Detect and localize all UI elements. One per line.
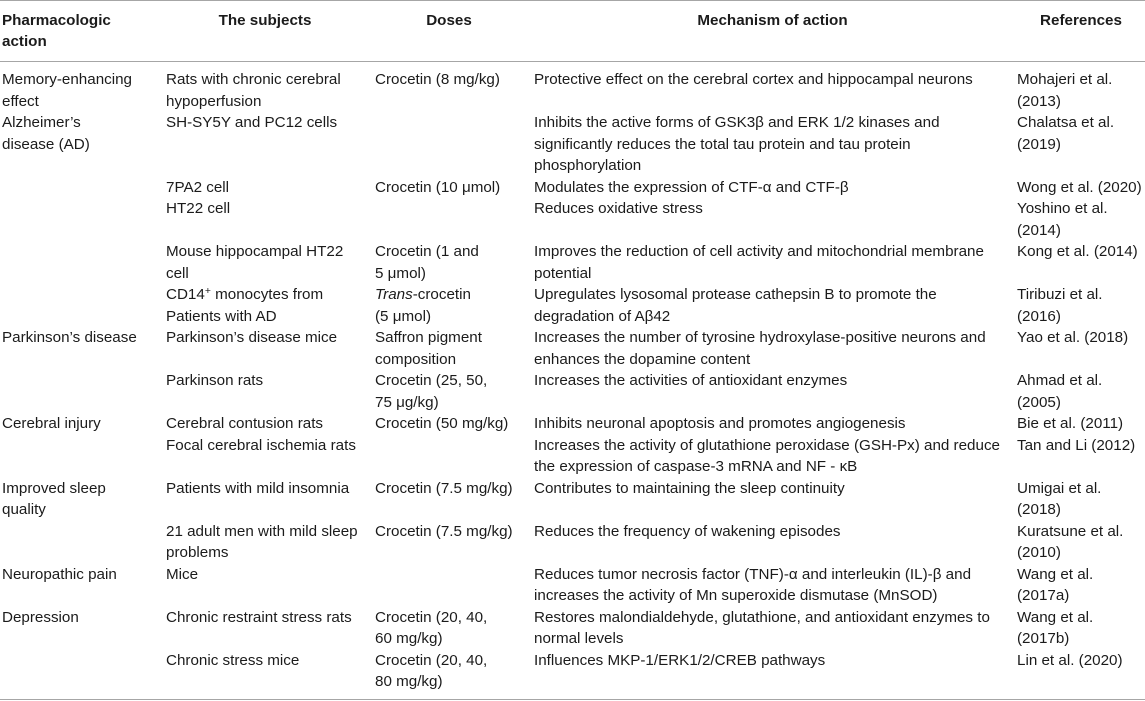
subjects-cell: Cerebral contusion rats <box>166 415 324 432</box>
doses-cell: Crocetin (10 μmol) <box>375 178 501 196</box>
mechanism-cell: Reduces tumor necrosis factor (TNF)-α and interleukin (IL)-β and increases the activity of Mn superoxide dismutase (MnSOD) <box>534 565 972 604</box>
doses-cell: Crocetin (25, 50, 75 μg/kg) <box>375 372 488 411</box>
reference-cell: Tan and Li (2012) <box>1017 436 1136 454</box>
mechanism-cell: Improves the reduction of cell activity and mitochondrial membrane potential <box>534 243 984 282</box>
reference-cell: Yoshino et al. (2014) <box>1017 200 1108 239</box>
mechanism-cell: Modulates the expression of CTF-α and CTF-β <box>534 178 849 196</box>
subjects-cell: Chronic restraint stress rats <box>166 608 352 626</box>
reference-cell: Mohajeri et al. (2013) <box>1017 71 1113 110</box>
text-segment: -crocetin (5 μmol) <box>375 286 471 325</box>
mechanism-cell: Influences MKP-1/ERK1/2/CREB pathways <box>534 651 826 669</box>
table-row <box>0 241 1145 284</box>
table-row <box>0 650 1145 693</box>
header-mechanism: Mechanism of action <box>697 11 848 29</box>
subjects-cell: Mice <box>166 565 199 583</box>
pharmacologic-action-cell <box>0 198 166 241</box>
table-row <box>0 284 1145 327</box>
doses-cell: Crocetin (20, 40, 80 mg/kg) <box>375 651 488 690</box>
subjects-cell: 21 adult men with mild sleep problems <box>166 522 358 561</box>
table-row <box>0 370 1145 413</box>
text-segment: CD14 <box>166 286 205 303</box>
pharmacologic-action-cell: Improved sleep quality <box>2 479 106 518</box>
subjects-cell: Focal cerebral ischemia rats <box>166 436 356 454</box>
mechanism-cell: Upregulates lysosomal protease cathepsin B to promote the degradation of Aβ42 <box>534 286 937 325</box>
reference-cell: Kong et al. (2014) <box>1017 243 1138 260</box>
mechanism-cell: Increases the number of tyrosine hydroxylase-positive neurons and enhances the dopamine content <box>534 329 986 368</box>
table-row <box>0 413 1145 435</box>
pharmacologic-action-cell <box>0 435 166 478</box>
subjects-cell: Rats with chronic cerebral hypoperfusion <box>166 71 341 110</box>
mechanism-cell: Increases the activity of glutathione peroxidase (GSH-Px) and reduce the expression of caspase-3 mRNA and NF - κB <box>534 436 1000 475</box>
pharmacologic-action-cell <box>0 241 166 284</box>
mechanism-cell: Reduces oxidative stress <box>534 200 703 217</box>
italic-text: Trans <box>375 286 413 303</box>
reference-cell: Wang et al. (2017a) <box>1017 565 1094 604</box>
doses-cell <box>375 198 534 241</box>
table-body <box>0 62 1145 700</box>
header-references: References <box>1040 11 1122 29</box>
reference-cell: Bie et al. (2011) <box>1017 415 1124 432</box>
reference-cell: Kuratsune et al. (2010) <box>1017 522 1124 561</box>
table-row <box>0 435 1145 478</box>
reference-cell: Ahmad et al. (2005) <box>1017 372 1103 411</box>
reference-cell: Tiribuzi et al. (2016) <box>1017 286 1103 325</box>
header-subjects: The subjects <box>218 11 312 29</box>
doses-cell: Crocetin (1 and 5 μmol) <box>375 243 479 282</box>
doses-cell <box>375 564 534 607</box>
pharmacologic-action-cell <box>0 284 166 327</box>
reference-cell: Wang et al. (2017b) <box>1017 608 1094 647</box>
doses-cell <box>375 112 534 177</box>
reference-cell: Chalatsa et al. (2019) <box>1017 114 1115 153</box>
table-row <box>0 327 1145 370</box>
table-row <box>0 478 1145 521</box>
mechanism-cell: Restores malondialdehyde, glutathione, and antioxidant enzymes to normal levels <box>534 608 990 647</box>
pharmacologic-action-cell: Memory-enhancing effect <box>2 71 132 110</box>
mechanism-cell: Contributes to maintaining the sleep continuity <box>534 479 845 497</box>
subjects-cell: HT22 cell <box>166 200 231 217</box>
pharmacologic-action-cell <box>0 370 166 413</box>
subjects-cell: Parkinson rats <box>166 372 264 389</box>
reference-cell: Wong et al. (2020) <box>1017 178 1142 196</box>
pharmacologic-action-cell: Neuropathic pain <box>2 565 117 583</box>
table-row <box>0 564 1145 607</box>
subjects-cell: Parkinson’s disease mice <box>166 329 338 346</box>
doses-cell: Crocetin (8 mg/kg) <box>375 71 500 88</box>
header-pharmacologic-action: Pharmacologic action <box>2 11 111 50</box>
mechanism-cell: Inhibits the active forms of GSK3β and ERK 1/2 kinases and significantly reduces the total tau protein and tau protein phosphorylation <box>534 114 940 174</box>
doses-cell <box>375 284 534 327</box>
table-row <box>0 177 1145 199</box>
doses-cell <box>375 435 534 478</box>
mechanism-cell: Inhibits neuronal apoptosis and promotes angiogenesis <box>534 415 906 432</box>
header-doses: Doses <box>426 11 472 29</box>
pharmacologic-action-cell: Alzheimer’s disease (AD) <box>2 114 90 153</box>
subjects-cell <box>166 284 375 327</box>
mechanism-cell: Reduces the frequency of wakening episodes <box>534 522 841 540</box>
reference-cell: Umigai et al. (2018) <box>1017 479 1102 518</box>
pharmacologic-action-cell: Cerebral injury <box>2 415 101 432</box>
subjects-cell: Chronic stress mice <box>166 651 300 669</box>
table-row <box>0 607 1145 650</box>
doses-cell: Saffron pigment composition <box>375 329 482 368</box>
text-segment: monocytes from Patients with AD <box>166 286 324 325</box>
mechanism-cell: Increases the activities of antioxidant enzymes <box>534 372 848 389</box>
pharmacologic-action-cell <box>0 521 166 564</box>
reference-cell: Lin et al. (2020) <box>1017 651 1123 669</box>
table-row <box>0 69 1145 112</box>
mechanism-cell: Protective effect on the cerebral cortex and hippocampal neurons <box>534 71 973 88</box>
subjects-cell: Mouse hippocampal HT22 cell <box>166 243 344 282</box>
doses-cell: Crocetin (50 mg/kg) <box>375 415 509 432</box>
reference-cell: Yao et al. (2018) <box>1017 329 1129 346</box>
doses-cell: Crocetin (20, 40, 60 mg/kg) <box>375 608 488 647</box>
subjects-cell: SH-SY5Y and PC12 cells <box>166 114 338 131</box>
pharmacologic-action-cell: Depression <box>2 608 79 626</box>
superscript-text: + <box>204 285 211 297</box>
doses-cell: Crocetin (7.5 mg/kg) <box>375 479 513 497</box>
subjects-cell: Patients with mild insomnia <box>166 479 350 497</box>
pharmacologic-action-cell <box>0 650 166 693</box>
table-header-row <box>0 0 1145 62</box>
table-row <box>0 112 1145 177</box>
pharmacologic-action-cell: Parkinson’s disease <box>2 329 137 346</box>
table-row <box>0 198 1145 241</box>
subjects-cell: 7PA2 cell <box>166 178 230 196</box>
table-row <box>0 521 1145 564</box>
doses-cell: Crocetin (7.5 mg/kg) <box>375 522 513 540</box>
pharmacologic-action-cell <box>0 177 166 199</box>
